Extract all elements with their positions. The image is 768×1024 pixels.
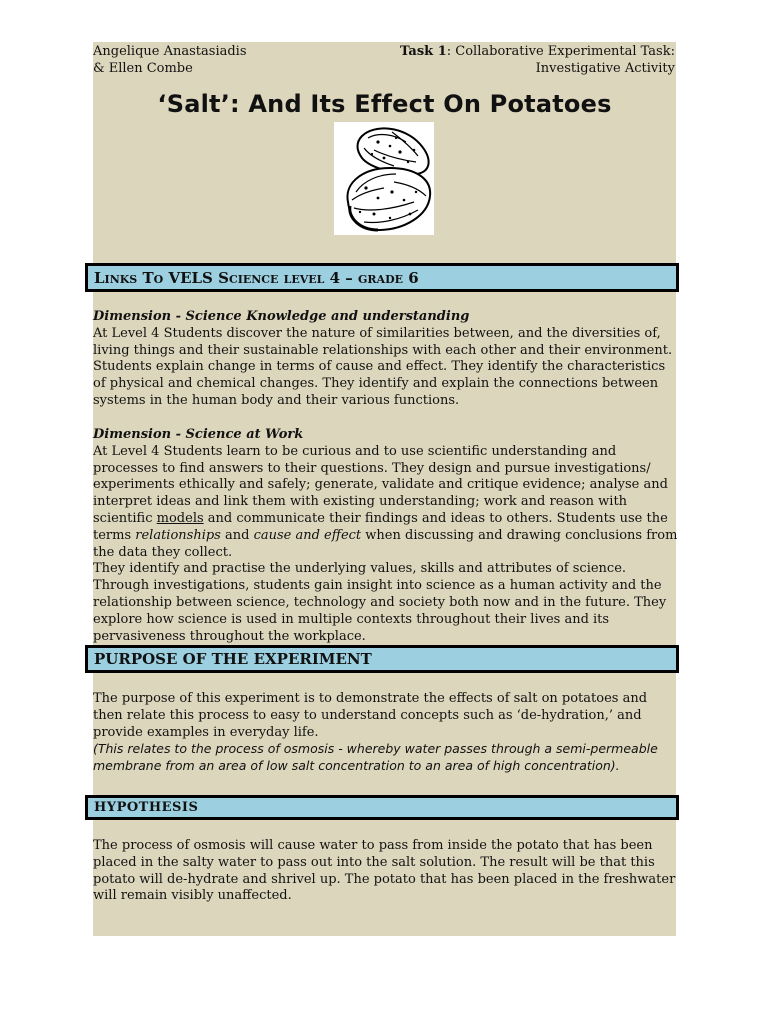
author-line-1: Angelique Anastasiadis xyxy=(93,44,247,59)
dimension-work-para-3: Through investigations, students gain insight into science as a human activity and the relationship between science, technology and society both now and in the future. They explore how science is used in multiple contexts throughout their lives and its pervasiveness throughout the workplace. xyxy=(93,578,667,644)
dimension-work-text-a: At Level 4 Students learn to be curious and to use scientific understanding and processes to find answers to their questions. They design and pursue investigations/ experiments ethically and safely; generate, validate and critique evidence; analyse and interpret ideas and link them with existing understanding; work and reason with scientific xyxy=(93,443,668,526)
models-link[interactable]: models xyxy=(156,510,204,526)
purpose-text: The purpose of this experiment is to demonstrate the effects of salt on potatoes and then relate this process to easy to understand concepts such as ‘de-hydration,’ and provide examples in everyday life. xyxy=(93,691,648,740)
dimension-work-text xyxy=(93,444,678,562)
dimension-work-para-2: They identify and practise the underlying values, skills and attributes of science. xyxy=(93,561,627,577)
cause-effect-term: cause and effect xyxy=(253,527,362,543)
dimension-work-heading: Dimension - Science at Work xyxy=(93,427,304,442)
relationships-term: relationships xyxy=(135,527,221,543)
task-info xyxy=(400,43,675,77)
hypothesis-text: The process of osmosis will cause water to pass from inside the potato that has been placed in the salty water to pass out into the salt solution. The result will be that this potato will de-hydrate and shrivel up. The potato that has been placed in the freshwater will remain visibly unaffected. xyxy=(93,838,676,904)
purpose-section xyxy=(93,691,678,775)
dimension-knowledge xyxy=(93,309,678,410)
links-heading: Links To VELS Science level 4 – grade 6 xyxy=(85,263,679,292)
purpose-note: (This relates to the process of osmosis - whereby water passes through a semi-permeable membrane from an area of low salt concentration to an area of high concentration). xyxy=(93,741,658,774)
task-subtitle: Investigative Activity xyxy=(535,61,675,76)
dimension-work-text-c: when discussing and drawing conclusions from the data they collect. xyxy=(93,527,678,560)
potato-illustration xyxy=(334,122,434,235)
dimension-work-text-b: and communicate their findings and ideas to others. Students use the terms xyxy=(93,510,668,543)
page-title: ‘Salt’: And Its Effect On Potatoes xyxy=(157,90,612,118)
task-title: : Collaborative Experimental Task: xyxy=(446,44,675,59)
author-line-2: & Ellen Combe xyxy=(93,61,193,76)
purpose-heading: PURPOSE OF THE EXPERIMENT xyxy=(85,645,679,673)
hypothesis-section xyxy=(93,838,678,905)
conjunction: and xyxy=(220,527,254,543)
hypothesis-heading: HYPOTHESIS xyxy=(85,795,679,820)
task-label: Task 1 xyxy=(400,44,447,59)
dimension-knowledge-heading: Dimension - Science Knowledge and understanding xyxy=(93,309,470,324)
potatoes-icon xyxy=(334,122,434,235)
authors xyxy=(93,43,247,77)
dimension-knowledge-text: At Level 4 Students discover the nature of similarities between, and the diversities of, living things and their sustainable relationships with each other and their environment. Students explain change in terms of cause and effect. They identify the characteristics of physical and chemical changes. They identify and explain the connections between systems in the human body and their various functions. xyxy=(93,325,673,408)
dimension-work xyxy=(93,427,678,645)
